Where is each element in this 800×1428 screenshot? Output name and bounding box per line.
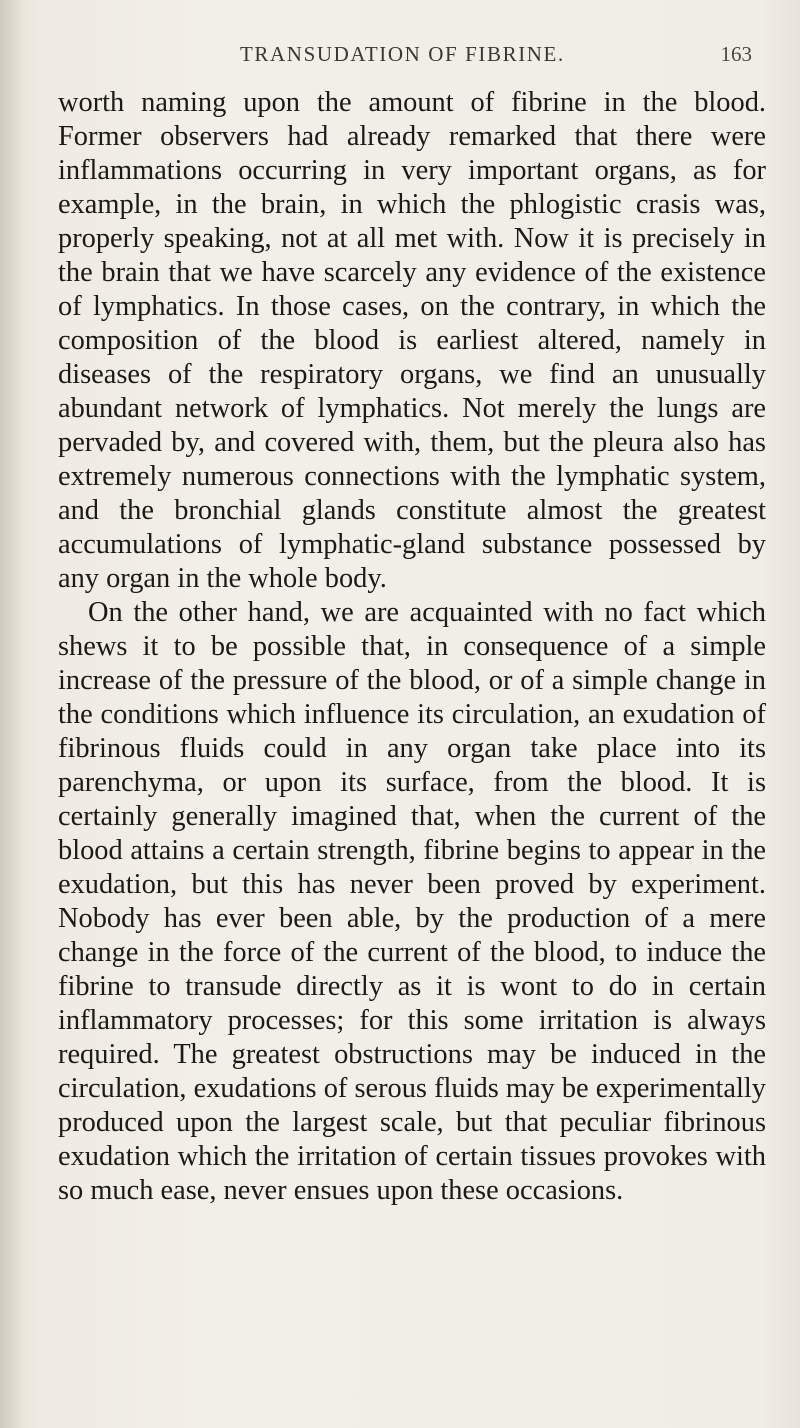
paragraph: On the other hand, we are acquainted with no fact which shews it to be possible that, in consequence of a simple increase of the pressure of the blood, or of a simple change in the conditions which influence its circulation, an exudation of fibrinous fluids could in any organ take place into its parenchyma, or upon its surface, from the blood. It is certainly generally imagined that, when the current of the blood attains a certain strength, fibrine begins to appear in the exudation, but this has never been proved by experiment. Nobody has ever been able, by the production of a mere change in the force of the current of the blood, to induce the fibrine to transude directly as it is wont to do in certain inflammatory processes; for this some irritation is always required. The greatest obstructions may be induced in the circulation, exudations of serous fluids may be experimentally produced upon the largest scale, but that peculiar fibrinous exudation which the irritation of certain tissues provokes with so much ease, never ensues upon these occasions. — [58, 597, 766, 1206]
running-title: TRANSUDATION OF FIBRINE. — [240, 42, 565, 66]
body-text — [58, 86, 766, 1208]
running-header — [60, 42, 760, 72]
paragraph-continued: worth naming upon the amount of fibrine in the blood. Former observers had already remarked that there were inflammations occurring in very important organs, as for example, in the brain, in which the phlogistic crasis was, properly speaking, not at all met with. Now it is precisely in the brain that we have scarcely any evidence of the existence of lymphatics. In those cases, on the contrary, in which the composition of the blood is earliest altered, namely in diseases of the respiratory organs, we find an unusually abundant network of lymphatics. Not merely the lungs are pervaded by, and covered with, them, but the pleura also has extremely numerous connections with the lymphatic system, and the bronchial glands constitute almost the greatest accumulations of lymphatic-gland substance possessed by any organ in the whole body. — [58, 87, 766, 594]
page-number: 163 — [720, 42, 752, 66]
gutter-shadow — [0, 0, 22, 1428]
